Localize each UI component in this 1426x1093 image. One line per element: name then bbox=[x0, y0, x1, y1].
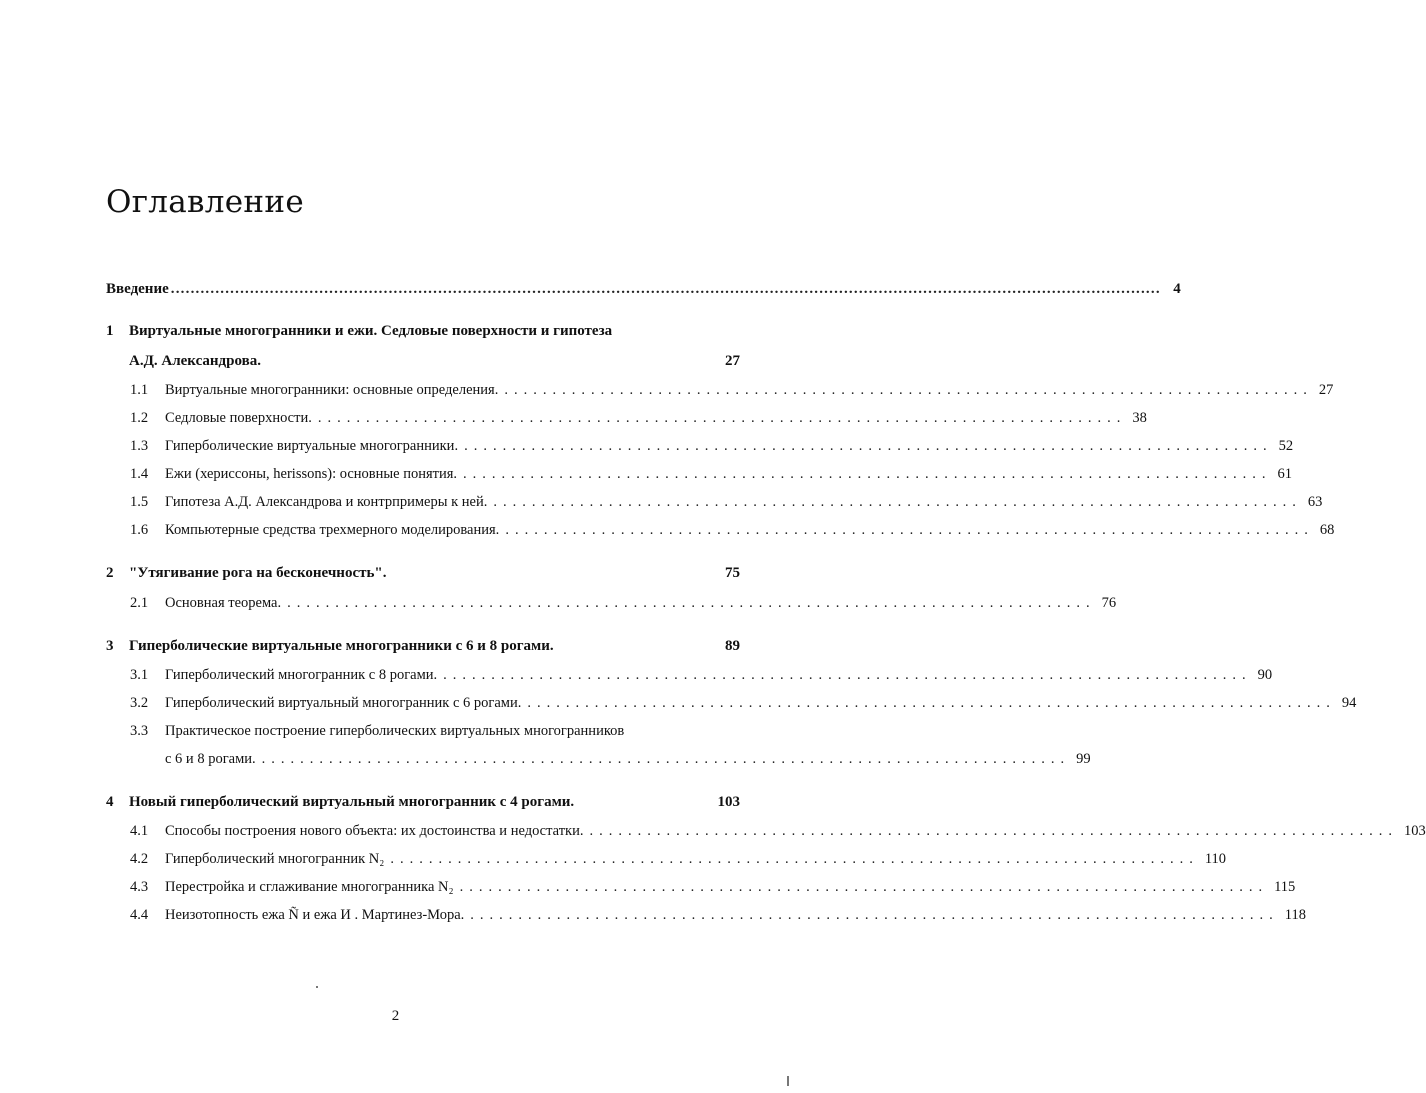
chapter-page: 89 bbox=[725, 638, 740, 654]
section-number: 4.1 bbox=[130, 823, 149, 839]
toc-chapter-2[interactable] bbox=[106, 565, 740, 591]
section-page: 27 bbox=[1318, 382, 1334, 398]
section-number: 4.3 bbox=[130, 879, 149, 895]
section-page: 115 bbox=[1274, 879, 1296, 895]
toc-page: 4 bbox=[1173, 281, 1181, 297]
dot-leader: .................................................................................... bbox=[317, 410, 1127, 426]
chapter-title: "Утягивание рога на бесконечность". bbox=[129, 565, 387, 581]
section-title: Способы построения нового объекта: их достоинства и недостатки. bbox=[165, 823, 584, 839]
dot-leader: .................................................................................... bbox=[459, 879, 1269, 895]
toc-entry-intro[interactable] bbox=[106, 281, 1181, 307]
chapter-title-cont: А.Д. Александрова. bbox=[129, 353, 261, 369]
section-number: 3.1 bbox=[130, 667, 149, 683]
section-page: 99 bbox=[1076, 751, 1091, 767]
section-number: 1.3 bbox=[130, 438, 149, 454]
dot-leader: .................................................................................... bbox=[463, 466, 1272, 482]
toc-section[interactable] bbox=[130, 438, 1294, 464]
chapter-number: 2 bbox=[106, 565, 114, 581]
toc-chapter-3[interactable] bbox=[106, 638, 740, 664]
toc-section[interactable] bbox=[130, 695, 1357, 721]
section-page: 110 bbox=[1204, 851, 1227, 867]
dot-leader: .................................................................................... bbox=[589, 823, 1398, 839]
section-page: 94 bbox=[1341, 695, 1357, 711]
dot-leader: .................................................................................... bbox=[443, 667, 1252, 683]
section-title: Седловые поверхности. bbox=[165, 410, 312, 426]
dot-leader: .................................................................................... bbox=[527, 695, 1336, 711]
toc-section-cont[interactable] bbox=[130, 751, 1091, 777]
chapter-title: Гиперболические виртуальные многогранники с 6 и 8 рогами. bbox=[129, 638, 554, 654]
section-title: Гиперболический многогранник N₂ bbox=[165, 851, 385, 867]
section-title: Гиперболический многогранник с 8 рогами. bbox=[165, 667, 438, 683]
section-page: 103 bbox=[1403, 823, 1426, 839]
dot-leader: .................................................................................... bbox=[464, 438, 1273, 454]
dot-leader: .................................................................................... bbox=[261, 751, 1071, 767]
section-title: Неизотопность ежа Ñ и ежа И . Мартинез-Мора. bbox=[165, 907, 465, 923]
toc-section[interactable] bbox=[130, 466, 1293, 492]
chapter-number: 1 bbox=[106, 323, 114, 339]
section-number: 3.2 bbox=[130, 695, 149, 711]
section-title: Практическое построение гиперболических виртуальных многогранников bbox=[165, 723, 625, 739]
chapter-number: 4 bbox=[106, 794, 114, 810]
section-page: 61 bbox=[1277, 466, 1293, 482]
section-title: Перестройка и сглаживание многогранника N₂ bbox=[165, 879, 454, 895]
page-number: 2 bbox=[391, 1008, 400, 1024]
toc-section[interactable] bbox=[130, 595, 1117, 621]
dot-leader: .................................................................................... bbox=[504, 382, 1313, 398]
section-number: 4.4 bbox=[130, 907, 149, 923]
toc-section[interactable] bbox=[130, 823, 1426, 849]
dot-leader: .................................................................................... bbox=[390, 851, 1199, 867]
section-title: Основная теорема. bbox=[165, 595, 282, 611]
section-page: 63 bbox=[1307, 494, 1323, 510]
page-title: Оглавление bbox=[106, 184, 304, 220]
scan-speck bbox=[316, 986, 318, 988]
section-number: 1.1 bbox=[130, 382, 149, 398]
toc-section[interactable] bbox=[130, 879, 1296, 905]
section-title: Виртуальные многогранники: основные определения. bbox=[165, 382, 499, 398]
toc-chapter-4[interactable] bbox=[106, 794, 740, 820]
section-number: 4.2 bbox=[130, 851, 149, 867]
toc-section[interactable] bbox=[130, 410, 1147, 436]
toc-section[interactable] bbox=[130, 667, 1273, 693]
toc-label: Введение bbox=[106, 281, 169, 297]
section-number: 1.5 bbox=[130, 494, 149, 510]
chapter-number: 3 bbox=[106, 638, 114, 654]
section-title: Гиперболические виртуальные многогранники. bbox=[165, 438, 459, 454]
dot-leader: ........................................................................................................................................................................................................ bbox=[170, 281, 1161, 297]
dot-leader: .................................................................................... bbox=[470, 907, 1279, 923]
section-number: 1.6 bbox=[130, 522, 149, 538]
dot-leader: .................................................................................... bbox=[493, 494, 1302, 510]
dot-leader: .................................................................................... bbox=[505, 522, 1314, 538]
chapter-title: Виртуальные многогранники и ежи. Седловые поверхности и гипотеза bbox=[129, 323, 613, 339]
toc-chapter-1[interactable] bbox=[106, 323, 740, 349]
dot-leader: .................................................................................... bbox=[287, 595, 1096, 611]
toc-section[interactable] bbox=[130, 907, 1306, 933]
section-page: 90 bbox=[1257, 667, 1273, 683]
section-number: 3.3 bbox=[130, 723, 149, 739]
chapter-page: 27 bbox=[725, 353, 740, 369]
section-title: Гиперболический виртуальный многогранник с 6 рогами. bbox=[165, 695, 522, 711]
section-number: 1.2 bbox=[130, 410, 149, 426]
section-title: Компьютерные средства трехмерного моделирования. bbox=[165, 522, 500, 538]
section-page: 38 bbox=[1132, 410, 1147, 426]
section-page: 68 bbox=[1319, 522, 1335, 538]
chapter-page: 103 bbox=[717, 794, 740, 810]
section-number: 1.4 bbox=[130, 466, 149, 482]
section-number: 2.1 bbox=[130, 595, 149, 611]
toc-section[interactable] bbox=[130, 723, 740, 749]
toc-section[interactable] bbox=[130, 522, 1335, 548]
toc-section[interactable] bbox=[130, 851, 1227, 877]
section-title: Гипотеза А.Д. Александрова и контрпримеры к ней. bbox=[165, 494, 488, 510]
chapter-page: 75 bbox=[725, 565, 740, 581]
chapter-title: Новый гиперболический виртуальный многогранник с 4 рогами. bbox=[129, 794, 575, 810]
section-title: Ежи (хериссоны, herissons): основные понятия. bbox=[165, 466, 458, 482]
scan-edge-mark bbox=[787, 1076, 789, 1086]
section-page: 52 bbox=[1278, 438, 1294, 454]
toc-section[interactable] bbox=[130, 382, 1334, 408]
section-page: 118 bbox=[1284, 907, 1306, 923]
toc-chapter-1-cont[interactable] bbox=[106, 353, 740, 379]
toc-section[interactable] bbox=[130, 494, 1323, 520]
section-page: 76 bbox=[1101, 595, 1117, 611]
section-title-cont: с 6 и 8 рогами. bbox=[165, 751, 256, 767]
